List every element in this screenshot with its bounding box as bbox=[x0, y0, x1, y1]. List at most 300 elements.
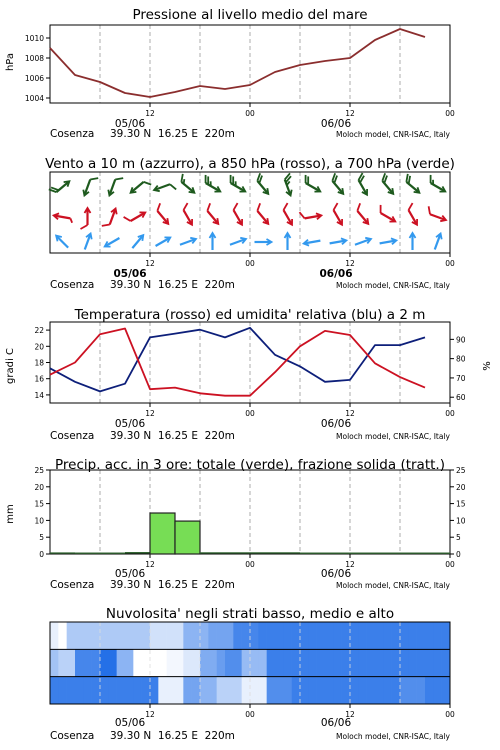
cloud-cell bbox=[175, 622, 184, 649]
cloud-cell bbox=[317, 649, 326, 676]
wind-barb bbox=[327, 173, 348, 196]
cloud-cell bbox=[442, 622, 451, 649]
date-label: 06/06 bbox=[320, 118, 352, 130]
cloud-cell bbox=[375, 622, 384, 649]
cloud-cell bbox=[83, 649, 92, 676]
cloud-cell bbox=[117, 649, 126, 676]
date-label: 06/06 bbox=[320, 418, 352, 430]
cloud-cell bbox=[242, 649, 251, 676]
wind-barb bbox=[379, 237, 397, 246]
y-tick-label: 0 bbox=[39, 550, 44, 559]
cloud-cell bbox=[50, 677, 59, 704]
cloud-cell bbox=[317, 622, 326, 649]
cloud-cell bbox=[67, 677, 76, 704]
barb-feather bbox=[102, 222, 110, 228]
cloud-cover-chart bbox=[0, 600, 500, 750]
date-label: 05/06 bbox=[114, 717, 146, 729]
cloud-cell bbox=[267, 677, 276, 704]
y-tick-label: 1006 bbox=[24, 74, 44, 83]
cloud-cell bbox=[200, 649, 209, 676]
x-tick-label: 00 bbox=[245, 259, 255, 268]
plot-area bbox=[50, 622, 455, 719]
cloud-cell bbox=[308, 649, 317, 676]
cloud-cell bbox=[425, 649, 434, 676]
cloud-cell bbox=[108, 677, 117, 704]
barb-feather bbox=[407, 203, 415, 210]
y-axis-label: gradi C bbox=[5, 348, 16, 384]
wind-barb bbox=[53, 212, 73, 222]
wind-barb bbox=[352, 203, 373, 226]
cloud-cell bbox=[117, 677, 126, 704]
cloud-cell bbox=[67, 622, 76, 649]
wind-barb bbox=[376, 205, 399, 224]
precip-bar bbox=[150, 513, 175, 554]
barb-feather bbox=[232, 203, 240, 210]
y-tick-label: 0 bbox=[456, 550, 461, 559]
credit-label: Moloch model, CNR-ISAC, Italy bbox=[336, 281, 450, 290]
credit-label: Moloch model, CNR-ISAC, Italy bbox=[336, 432, 450, 441]
cloud-cell bbox=[208, 622, 217, 649]
cloud-cell bbox=[275, 649, 284, 676]
cloud-cell bbox=[158, 622, 167, 649]
cloud-cell bbox=[417, 649, 426, 676]
x-tick-label: 12 bbox=[345, 710, 355, 719]
cloud-cell bbox=[308, 622, 317, 649]
wind-barb bbox=[229, 236, 247, 247]
cloud-cell bbox=[308, 677, 317, 704]
cloud-cell bbox=[342, 622, 351, 649]
barb-feather bbox=[355, 203, 363, 211]
credit-label: Moloch model, CNR-ISAC, Italy bbox=[336, 581, 450, 590]
cloud-cell bbox=[325, 622, 334, 649]
wind-barb bbox=[49, 176, 72, 197]
barb-shaft bbox=[132, 236, 142, 248]
y-tick-label: 18 bbox=[34, 358, 44, 368]
barb-shaft bbox=[57, 236, 68, 247]
x-tick-label: 00 bbox=[445, 560, 455, 569]
y-tick-label: 15 bbox=[34, 499, 44, 509]
cloud-cell bbox=[283, 677, 292, 704]
cloud-cell bbox=[392, 622, 401, 649]
cloud-cell bbox=[325, 677, 334, 704]
barb-feather bbox=[377, 205, 384, 213]
cloud-cell bbox=[158, 677, 167, 704]
location-name: Cosenza bbox=[50, 579, 95, 591]
plot-area bbox=[49, 172, 455, 268]
pressure-chart bbox=[0, 0, 500, 142]
date-label: 05/06 bbox=[114, 568, 146, 580]
barb-shaft bbox=[131, 182, 143, 192]
cloud-cell bbox=[167, 677, 176, 704]
cloud-cell bbox=[408, 622, 417, 649]
wind-barb bbox=[252, 203, 273, 226]
cloud-cell bbox=[92, 677, 101, 704]
cloud-cell bbox=[92, 622, 101, 649]
wind-barb bbox=[426, 175, 449, 194]
barb-shaft bbox=[257, 211, 267, 223]
x-tick-label: 12 bbox=[345, 560, 355, 569]
cloud-cell bbox=[425, 677, 434, 704]
cloud-cell bbox=[275, 677, 284, 704]
wind-barb bbox=[432, 233, 443, 251]
cloud-cell bbox=[50, 622, 59, 649]
cloud-cell bbox=[217, 622, 226, 649]
x-tick-label: 12 bbox=[145, 710, 155, 719]
wind-barb bbox=[129, 177, 152, 198]
cloud-cell bbox=[58, 677, 67, 704]
wind-barb bbox=[210, 233, 216, 250]
cloud-cell bbox=[250, 649, 259, 676]
x-tick-label: 00 bbox=[445, 259, 455, 268]
wind-barb bbox=[124, 206, 147, 225]
location-name: Cosenza bbox=[50, 730, 95, 742]
wind-barb bbox=[54, 234, 70, 250]
cloud-cell bbox=[67, 649, 76, 676]
location-name: Cosenza bbox=[50, 128, 95, 140]
wind-barb bbox=[153, 180, 176, 197]
wind-barb bbox=[354, 173, 373, 196]
y-tick-label: 14 bbox=[34, 390, 44, 400]
y-tick-label: 1010 bbox=[24, 34, 44, 43]
precipitation-chart bbox=[0, 450, 500, 595]
wind-barb bbox=[82, 233, 93, 251]
cloud-cell bbox=[200, 622, 209, 649]
cloud-cell bbox=[100, 677, 109, 704]
wind-barb bbox=[401, 174, 424, 195]
wind-barb bbox=[329, 203, 348, 226]
chart-title: Temperatura (rosso) ed umidita' relativa (blu) a 2 m bbox=[74, 307, 426, 323]
barb-shaft bbox=[207, 211, 217, 223]
cloud-cell bbox=[225, 649, 234, 676]
y-axis-label: hPa bbox=[5, 52, 16, 72]
plot-area bbox=[34, 466, 465, 569]
cloud-cell bbox=[267, 649, 276, 676]
cloud-cell bbox=[433, 649, 442, 676]
cloud-cell bbox=[333, 677, 342, 704]
pressure-series-line bbox=[50, 29, 425, 97]
cloud-cell bbox=[192, 622, 201, 649]
date-label: 06/06 bbox=[320, 717, 352, 729]
cloud-cell bbox=[350, 649, 359, 676]
wind-barb bbox=[255, 239, 272, 245]
cloud-cell bbox=[417, 677, 426, 704]
chart-title: Pressione al livello medio del mare bbox=[132, 7, 368, 23]
cloud-cell bbox=[142, 649, 151, 676]
barb-feather bbox=[205, 203, 213, 211]
cloud-cell bbox=[133, 622, 142, 649]
wind-barb bbox=[285, 233, 291, 250]
date-label: 05/06 bbox=[114, 118, 146, 130]
cloud-cell bbox=[342, 649, 351, 676]
cloud-cell bbox=[383, 622, 392, 649]
cloud-cell bbox=[167, 649, 176, 676]
cloud-cell bbox=[258, 677, 267, 704]
credit-label: Moloch model, CNR-ISAC, Italy bbox=[336, 130, 450, 139]
date-label: 06/06 bbox=[319, 268, 353, 280]
cloud-cell bbox=[242, 677, 251, 704]
cloud-cell bbox=[183, 649, 192, 676]
wind-barb bbox=[107, 175, 124, 198]
y-tick-label: 25 bbox=[456, 466, 466, 475]
cloud-cell bbox=[75, 677, 84, 704]
cloud-cell bbox=[358, 622, 367, 649]
plot-area bbox=[34, 322, 465, 418]
cloud-cell bbox=[342, 677, 351, 704]
humidity-series-line bbox=[50, 328, 425, 392]
cloud-cell bbox=[208, 677, 217, 704]
cloud-cell bbox=[125, 622, 134, 649]
cloud-cell bbox=[117, 622, 126, 649]
date-label: 05/06 bbox=[114, 418, 146, 430]
cloud-cell bbox=[300, 649, 309, 676]
cloud-cell bbox=[400, 677, 409, 704]
cloud-cell bbox=[225, 677, 234, 704]
plot-frame bbox=[50, 322, 450, 403]
cloud-cell bbox=[417, 622, 426, 649]
cloud-cell bbox=[125, 677, 134, 704]
cloud-cell bbox=[442, 677, 451, 704]
cloud-cell bbox=[150, 677, 159, 704]
barb-feather bbox=[182, 203, 190, 210]
temperature-humidity-chart bbox=[0, 300, 500, 445]
wind-barb bbox=[252, 173, 273, 196]
wind-barb bbox=[154, 235, 172, 249]
cloud-cell bbox=[400, 622, 409, 649]
date-label: 06/06 bbox=[320, 568, 352, 580]
wind-barb bbox=[229, 203, 248, 226]
barb-feather bbox=[90, 176, 98, 182]
barb-feather bbox=[81, 225, 88, 229]
barb-feather bbox=[332, 203, 340, 210]
cloud-cell bbox=[367, 649, 376, 676]
barb-feather bbox=[155, 203, 163, 211]
cloud-cell bbox=[200, 677, 209, 704]
cloud-cell bbox=[150, 622, 159, 649]
cloud-cell bbox=[300, 622, 309, 649]
location-coords: 39.30 N 16.25 E 220m bbox=[110, 730, 235, 742]
date-label: 05/06 bbox=[113, 268, 147, 280]
wind-barb bbox=[202, 203, 223, 226]
cloud-cell bbox=[75, 622, 84, 649]
chart-title: Precip. acc. in 3 ore: totale (verde), frazione solida (tratt.) bbox=[55, 457, 445, 473]
cloud-cell bbox=[75, 649, 84, 676]
cloud-cell bbox=[217, 649, 226, 676]
location-coords: 39.30 N 16.25 E 220m bbox=[110, 430, 235, 442]
x-tick-label: 12 bbox=[345, 259, 355, 268]
wind-barb bbox=[329, 237, 347, 246]
cloud-cell bbox=[400, 649, 409, 676]
cloud-cell bbox=[250, 677, 259, 704]
barb-feather bbox=[282, 203, 290, 210]
wind-barb bbox=[279, 203, 298, 226]
cloud-cell bbox=[375, 649, 384, 676]
x-tick-label: 12 bbox=[145, 259, 155, 268]
y-tick-label: 1004 bbox=[24, 94, 44, 103]
wind-barb bbox=[377, 173, 398, 196]
y-tick-label: 10 bbox=[34, 516, 44, 526]
cloud-cell bbox=[133, 649, 142, 676]
cloud-cell bbox=[158, 649, 167, 676]
cloud-cell bbox=[225, 622, 234, 649]
cloud-cell bbox=[233, 677, 242, 704]
barb-feather bbox=[170, 183, 176, 191]
temperature-series-line bbox=[50, 329, 425, 396]
cloud-cell bbox=[125, 649, 134, 676]
y-tick-label: 25 bbox=[34, 466, 44, 475]
location-name: Cosenza bbox=[50, 430, 95, 442]
cloud-cell bbox=[92, 649, 101, 676]
cloud-cell bbox=[258, 649, 267, 676]
y-tick-label: 20 bbox=[456, 482, 466, 492]
cloud-cell bbox=[367, 677, 376, 704]
chart-title: Nuvolosita' negli strati basso, medio e alto bbox=[105, 606, 395, 622]
cloud-cell bbox=[258, 622, 267, 649]
wind-barb bbox=[303, 238, 321, 247]
cloud-cell bbox=[133, 677, 142, 704]
cloud-cell bbox=[433, 622, 442, 649]
cloud-cell bbox=[317, 677, 326, 704]
y-tick-label: 1008 bbox=[24, 54, 44, 63]
cloud-cell bbox=[350, 622, 359, 649]
y-tick-label: 10 bbox=[456, 516, 466, 526]
y-tick-label: 80 bbox=[456, 354, 466, 364]
barb-feather bbox=[426, 206, 432, 214]
barb-feather bbox=[115, 176, 123, 182]
cloud-cell bbox=[283, 649, 292, 676]
cloud-cell bbox=[383, 677, 392, 704]
precip-bar bbox=[175, 521, 200, 554]
x-tick-label: 00 bbox=[245, 560, 255, 569]
wind-barb bbox=[152, 203, 173, 226]
cloud-cell bbox=[142, 677, 151, 704]
y-tick-label: 60 bbox=[456, 393, 466, 403]
y-axis-right-label: % bbox=[482, 361, 493, 371]
x-tick-label: 12 bbox=[145, 109, 155, 118]
cloud-cell bbox=[100, 649, 109, 676]
wind-barb bbox=[179, 203, 198, 226]
cloud-cell bbox=[292, 649, 301, 676]
cloud-cell bbox=[233, 649, 242, 676]
cloud-cell bbox=[358, 649, 367, 676]
wind-barb bbox=[103, 235, 121, 249]
cloud-cell bbox=[233, 622, 242, 649]
wind-barb bbox=[410, 233, 416, 250]
cloud-cell bbox=[367, 622, 376, 649]
cloud-cell bbox=[208, 649, 217, 676]
barb-feather bbox=[124, 215, 131, 223]
cloud-cell bbox=[108, 622, 117, 649]
cloud-cell bbox=[442, 649, 451, 676]
cloud-cell bbox=[325, 649, 334, 676]
wind-barb bbox=[301, 175, 324, 194]
y-tick-label: 70 bbox=[456, 373, 466, 383]
y-tick-label: 15 bbox=[456, 499, 466, 509]
cloud-cell bbox=[392, 649, 401, 676]
x-tick-label: 12 bbox=[145, 560, 155, 569]
y-tick-label: 5 bbox=[39, 533, 44, 543]
x-tick-label: 12 bbox=[345, 109, 355, 118]
cloud-cell bbox=[333, 649, 342, 676]
cloud-cell bbox=[408, 649, 417, 676]
wind-barb bbox=[299, 209, 321, 222]
wind-barb bbox=[404, 203, 423, 226]
wind-barb bbox=[102, 206, 119, 229]
wind-barb bbox=[226, 175, 249, 194]
barb-shaft bbox=[157, 211, 167, 223]
barb-feather bbox=[255, 203, 263, 211]
y-tick-label: 5 bbox=[456, 533, 461, 543]
x-tick-label: 00 bbox=[445, 109, 455, 118]
cloud-cell bbox=[58, 622, 67, 649]
cloud-cell bbox=[292, 622, 301, 649]
plot-area bbox=[25, 25, 455, 118]
location-name: Cosenza bbox=[50, 279, 95, 291]
cloud-cell bbox=[275, 622, 284, 649]
x-tick-label: 00 bbox=[245, 710, 255, 719]
wind-chart bbox=[0, 150, 500, 295]
cloud-cell bbox=[83, 677, 92, 704]
wind-barb bbox=[82, 175, 99, 198]
cloud-cell bbox=[150, 649, 159, 676]
cloud-cell bbox=[142, 622, 151, 649]
cloud-cell bbox=[192, 649, 201, 676]
cloud-cell bbox=[83, 622, 92, 649]
wind-barb bbox=[201, 175, 224, 194]
cloud-cell bbox=[392, 677, 401, 704]
credit-label: Moloch model, CNR-ISAC, Italy bbox=[336, 732, 450, 741]
cloud-cell bbox=[300, 677, 309, 704]
cloud-cell bbox=[167, 622, 176, 649]
barb-half-feather bbox=[70, 218, 73, 222]
cloud-cell bbox=[183, 622, 192, 649]
cloud-cell bbox=[108, 649, 117, 676]
y-tick-label: 20 bbox=[34, 342, 44, 352]
cloud-cell bbox=[350, 677, 359, 704]
cloud-cell bbox=[375, 677, 384, 704]
cloud-cell bbox=[183, 677, 192, 704]
x-tick-label: 00 bbox=[445, 710, 455, 719]
x-tick-label: 00 bbox=[245, 409, 255, 418]
wind-barb bbox=[281, 173, 298, 196]
wind-barb bbox=[354, 236, 372, 247]
cloud-cell bbox=[292, 677, 301, 704]
barb-shaft bbox=[357, 211, 367, 223]
wind-barb bbox=[81, 208, 91, 229]
cloud-cell bbox=[217, 677, 226, 704]
y-axis-label: mm bbox=[5, 504, 16, 524]
cloud-cell bbox=[192, 677, 201, 704]
cloud-cell bbox=[242, 622, 251, 649]
cloud-cell bbox=[100, 622, 109, 649]
cloud-cell bbox=[383, 649, 392, 676]
cloud-cell bbox=[408, 677, 417, 704]
x-tick-label: 12 bbox=[345, 409, 355, 418]
chart-title: Vento a 10 m (azzurro), a 850 hPa (rosso), a 700 hPa (verde) bbox=[45, 156, 455, 172]
wind-barb bbox=[179, 236, 197, 247]
cloud-cell bbox=[333, 622, 342, 649]
cloud-cell bbox=[175, 677, 184, 704]
location-coords: 39.30 N 16.25 E 220m bbox=[110, 279, 235, 291]
y-tick-label: 16 bbox=[34, 374, 44, 384]
location-coords: 39.30 N 16.25 E 220m bbox=[110, 579, 235, 591]
y-tick-label: 20 bbox=[34, 482, 44, 492]
wind-barb bbox=[130, 233, 146, 250]
x-tick-label: 12 bbox=[145, 409, 155, 418]
wind-barb bbox=[425, 206, 448, 223]
location-coords: 39.30 N 16.25 E 220m bbox=[110, 128, 235, 140]
cloud-cell bbox=[433, 677, 442, 704]
cloud-cell bbox=[267, 622, 276, 649]
